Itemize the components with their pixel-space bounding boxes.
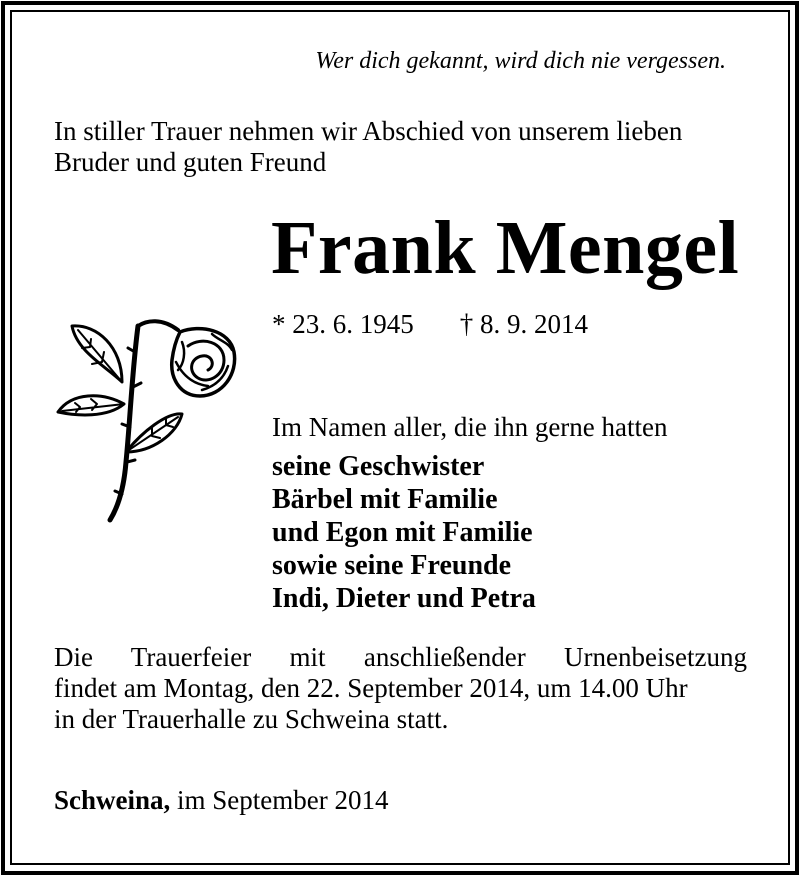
intro-text: In stiller Trauer nehmen wir Abschied von unserem lieben Bruder und guten Freund [54,116,683,177]
deceased-name: Frank Mengel [271,206,740,290]
signoff [54,785,389,816]
mourner-line: seine Geschwister [272,451,485,482]
ceremony-line: Die Trauerfeier mit anschließender Urnenbeisetzung [54,642,747,672]
mourner-line: Bärbel mit Familie [272,484,498,515]
motto: Wer dich gekannt, wird dich nie vergessen. [315,48,726,74]
ceremony-line: findet am Montag, den 22. September 2014, um 14.00 Uhr [54,673,688,703]
mourner-line: und Egon mit Familie [272,517,533,548]
mourner-line: Indi, Dieter und Petra [272,583,536,614]
mourners-list [272,450,536,615]
mourners-intro: Im Namen aller, die ihn gerne hatten [272,412,668,442]
rose-icon [52,312,242,524]
birth-date: * 23. 6. 1945 [272,309,414,339]
signoff-date: im September 2014 [170,785,389,815]
mourner-line: sowie seine Freunde [272,550,512,581]
death-date: † 8. 9. 2014 [459,309,588,339]
ceremony-notice [54,642,747,735]
signoff-place: Schweina, [54,785,171,815]
life-dates [272,309,588,340]
ceremony-line: in der Trauerhalle zu Schweina statt. [54,704,449,734]
